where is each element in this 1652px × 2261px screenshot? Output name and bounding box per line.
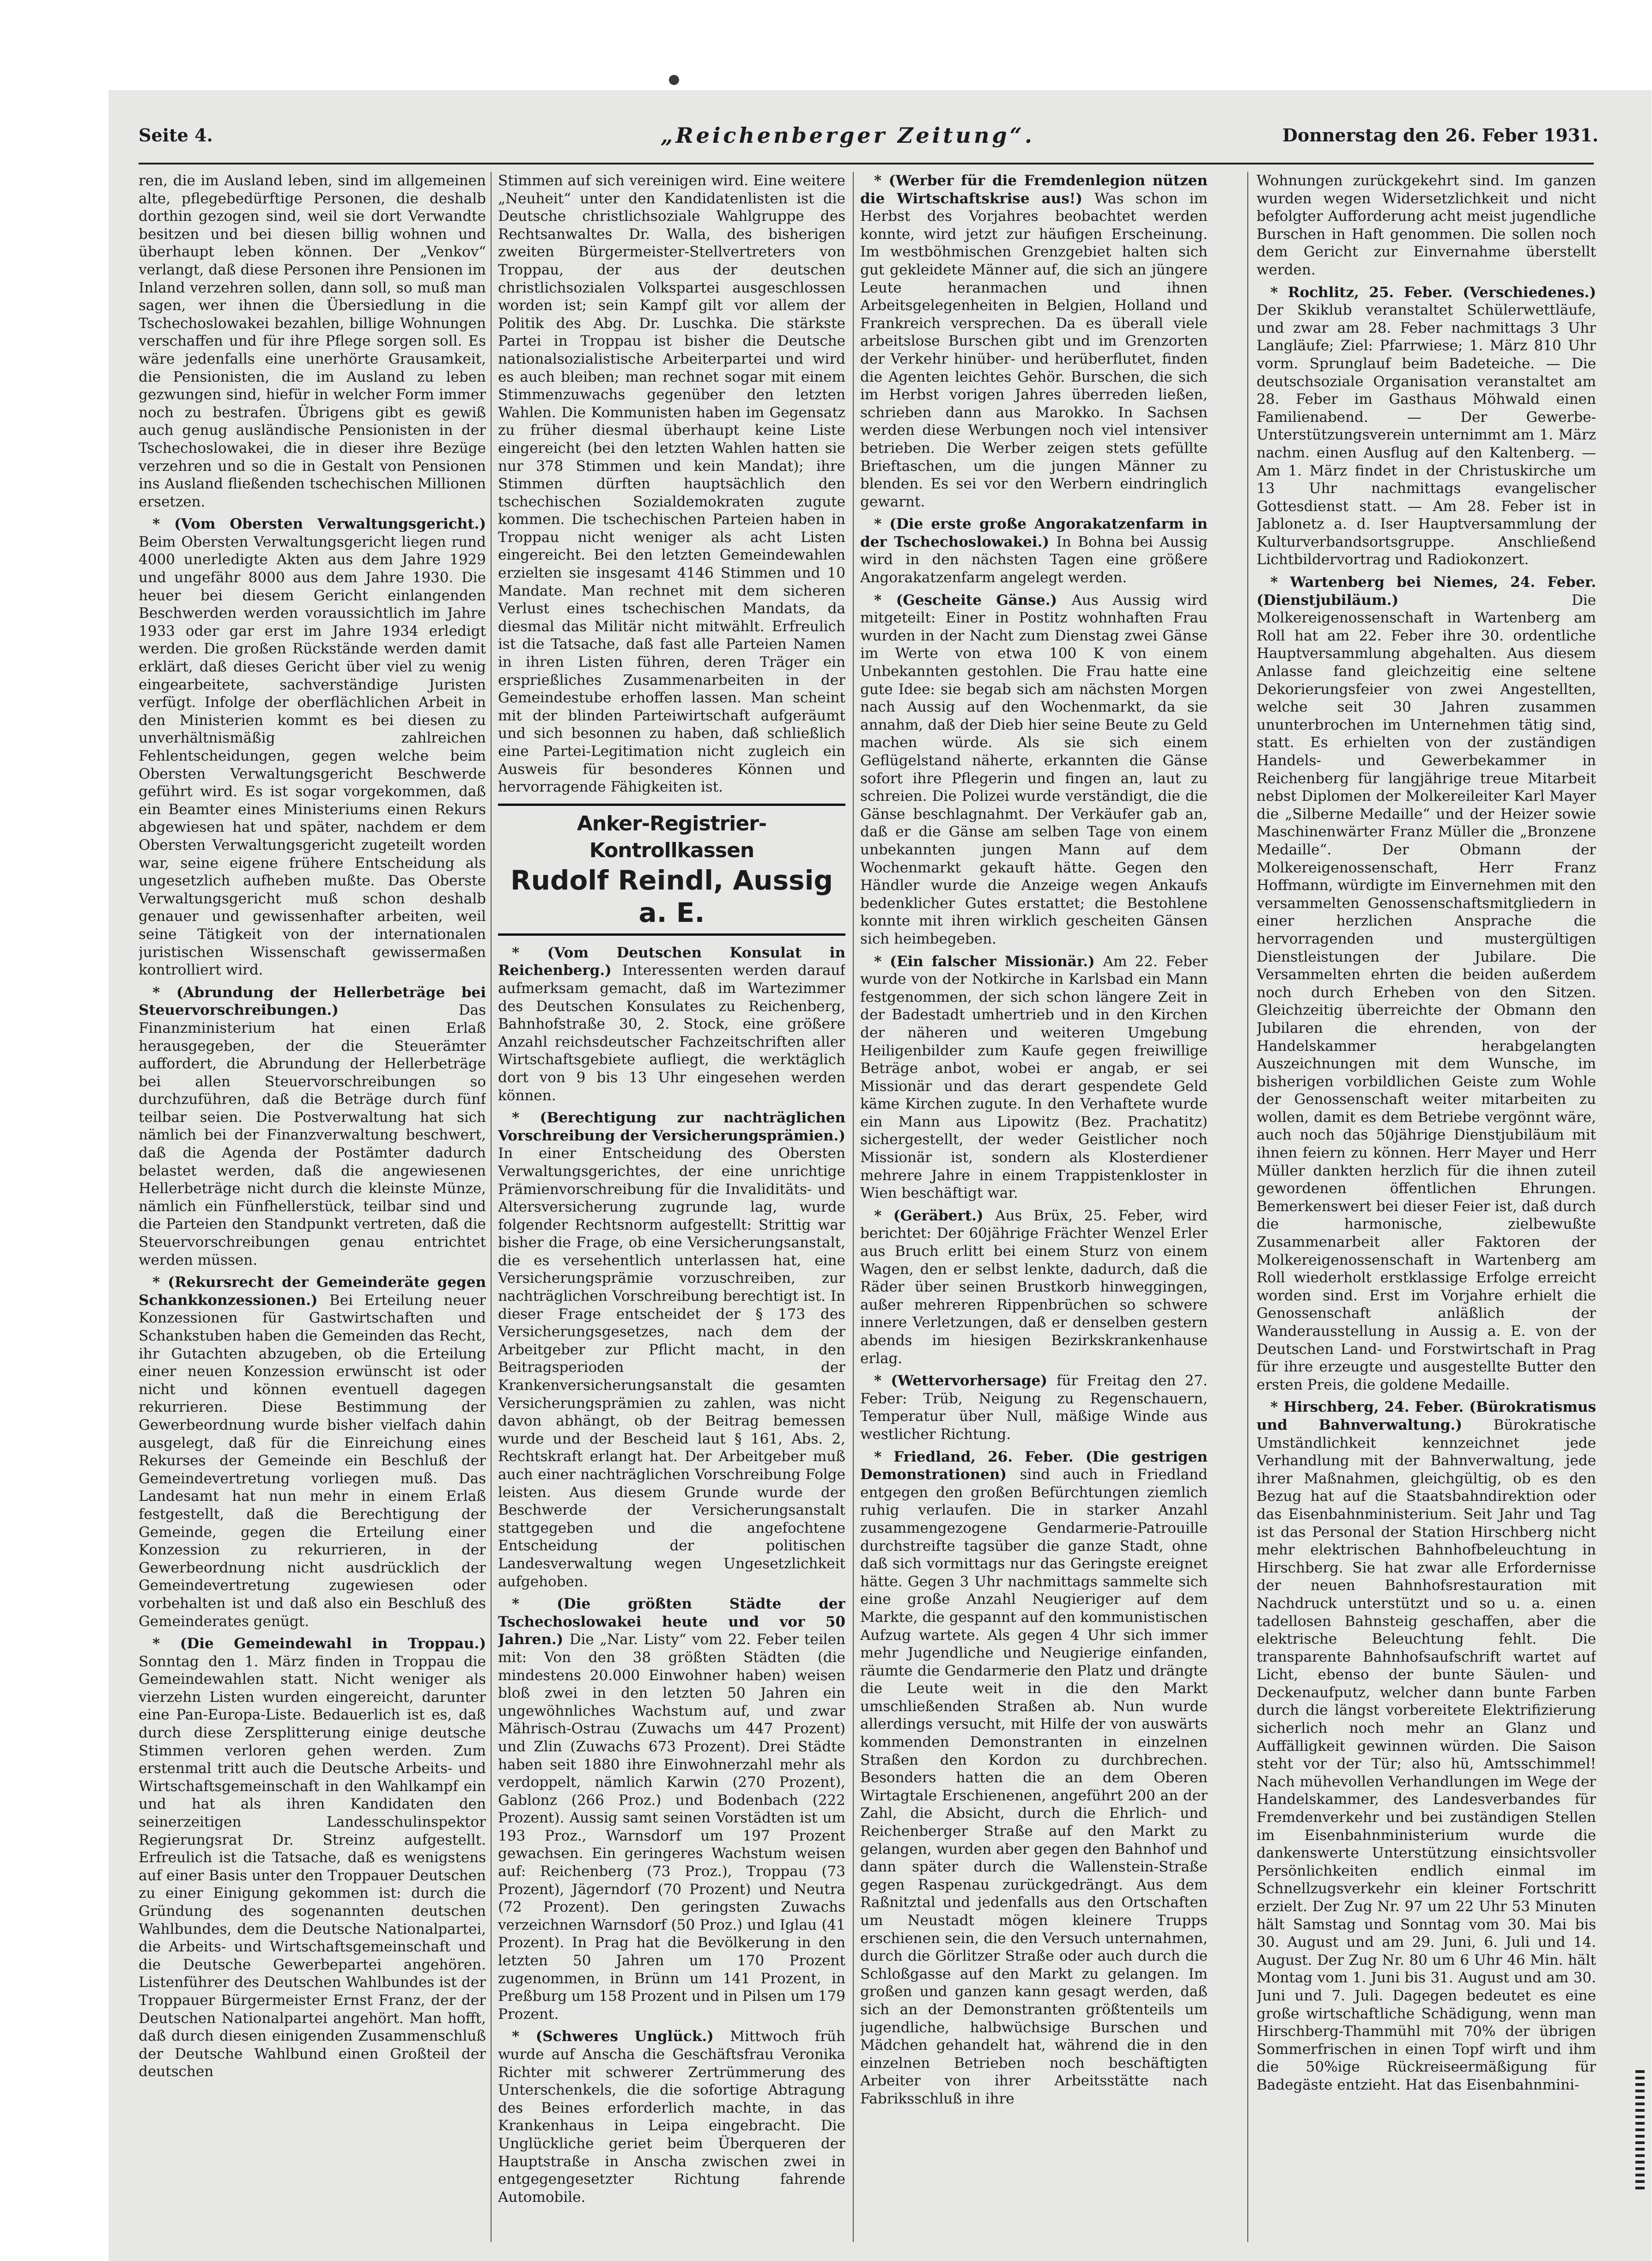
column-3 bbox=[860, 172, 1208, 2242]
ad-line-2: Rudolf Reindl, Aussig a. E. bbox=[510, 864, 833, 928]
article-headline: * (Gescheite Gänse.) bbox=[874, 591, 1072, 609]
article-paragraph bbox=[139, 515, 486, 979]
article-headline: * (Die Gemeindewahl in Troppau.) bbox=[152, 1635, 486, 1652]
article-body: In Bohna bei Aussig wird in den nächsten Tagen eine größere Angorakatzenfarm angelegt werden. bbox=[860, 533, 1208, 586]
article-paragraph bbox=[860, 1448, 1208, 2108]
article-body: für Freitag den 27. Feber: Trüb, Neigung zu Regenschauern, Temperatur über Null, mäßige Winde aus westlicher Richtung. bbox=[860, 1372, 1208, 1443]
article-headline: * (Berechtigung zur nachträglichen Vorschreibung der Versicherungsprämien.) bbox=[498, 1109, 845, 1144]
newspaper-title: „Reichenberger Zeitung“. bbox=[661, 123, 1035, 148]
article-headline: * (Rekursrecht der Gemeinderäte gegen Schankkonzessionen.) bbox=[139, 1274, 486, 1309]
page-header bbox=[139, 125, 1598, 152]
article-headline: * (Abrundung der Hellerbeträge bei Steuervorschreibungen.) bbox=[139, 984, 486, 1019]
advertisement-anker-kassen bbox=[498, 804, 845, 936]
article-body: Am 22. Feber wurde von der Notkirche in Karlsbad ein Mann festgenommen, der sich schon längere Zeit in der Badestadt umhertrieb und in den Kirchen der näheren und weiteren Umgebung Heiligenbilder zum Kaufe gegen freiwillige Beträge anbot, wobei er angab, er sei Missionär und das derart gespendete Geld käme Kirchen zugute. In den Verhaftete wurde ein Mann aus Lipowitz (Bez. Prachatitz) sichergestellt, der weder Geistlicher noch Missionär ist, sondern als Klosterdiener mehrere Jahre in einem Trappistenkloster in Wien beschäftigt war. bbox=[860, 953, 1208, 1202]
article-headline: * (Schweres Unglück.) bbox=[512, 2028, 730, 2045]
column-4 bbox=[1257, 172, 1596, 2242]
article-paragraph bbox=[139, 1274, 486, 1630]
article-paragraph bbox=[139, 984, 486, 1269]
article-paragraph bbox=[860, 172, 1208, 511]
article-paragraph bbox=[860, 515, 1208, 586]
article-headline: * (Vom Deutschen Konsulat in Reichenberg.) bbox=[498, 944, 845, 979]
article-paragraph bbox=[860, 591, 1208, 948]
article-body: In einer Entscheidung des Obersten Verwaltungsgerichtes, der eine unrichtige Prämienvorschreibung für die Invaliditäts- und Altersversicherung zugrunde lag, wurde folgender Rechtsnorm aufgestellt: Strittig war bisher die Frage, ob eine Versicherungsanstalt, die es versehentlich unterlassen hat, eine Versicherungsprämie vorzuschreiben, zur nachträglichen Vorschreibung berechtigt ist. In dieser Frage entscheidet der § 173 des Versicherungsgesetzes, nach dem der Arbeitgeber zur Pflicht macht, in den Beitragsperioden der Krankenversicherungsanstalt die gesamten Versicherungsprämien zu zahlen, was nicht davon abhängt, ob der Beitrag bemessen wurde und der Bescheid laut § 161, Abs. 2, Rechtskraft erlangt hat. Der Arbeitgeber muß auch einer nachträglichen Vorschreibung Folge leisten. Aus diesem Grunde wurde der Beschwerde der Versicherungsanstalt stattgegeben und die angefochtene Entscheidung der politischen Landesverwaltung wegen Ungesetzlichkeit aufgehoben. bbox=[498, 1145, 845, 1590]
article-body: Stimmen auf sich vereinigen wird. Eine weitere „Neuheit“ unter den Kandidatenlisten ist die Deutsche christlichsoziale Wahlgruppe des Rechtsanwaltes Dr. Walla, des bisherigen zweiten Bürgermeister-Stellvertreters von Troppau, der aus der deutschen christlichsozialen Volkspartei ausgeschlossen worden ist; sein Kampf gilt vor allem der Politik des Abg. Dr. Luschka. Die stärkste Partei in Troppau ist bisher die Deutsche nationalsozialistische Arbeiterpartei und wird es auch bleiben; man rechnet sogar mit einem Stimmenzuwachs gegenüber den letzten Wahlen. Die Kommunisten haben im Gegensatz zu früher diesmal überhaupt keine Liste eingereicht (bei den letzten Wahlen hatten sie nur 378 Stimmen und kein Mandat); ihre Stimmen dürften hauptsächlich den tschechischen Sozialdemokraten zugute kommen. Die tschechischen Parteien haben in Troppau nicht weniger als acht Listen eingereicht. Bei den letzten Gemeindewahlen erzielten sie insgesamt 4146 Stimmen und 10 Mandate. Man rechnet mit dem sicheren Verlust eines tschechischen Mandats, da diesmal das Militär nicht mitwählt. Erfreulich ist die Tatsache, daß fast alle Parteien Namen in ihren Listen führen, deren Träger ein ersprießliches Zusammenarbeiten in der Gemeindestube erhoffen lassen. Man scheint mit der blinden Parteiwirtschaft aufgeräumt und sich besonnen zu haben, daß schließlich eine Partei-Legitimation nicht zugleich ein Ausweis für besonderes Können und hervorragende Fähigkeiten ist. bbox=[498, 172, 845, 796]
issue-date: Donnerstag den 26. Feber 1931. bbox=[1282, 125, 1598, 146]
article-body: Mittwoch früh wurde auf Anscha die Geschäftsfrau Veronika Richter mit schwerer Zertrümmerung des Unterschenkels, die die sofortige Abtragung des Beines erforderlich machte, in das Krankenhaus in Leipa eingebracht. Die Unglückliche geriet beim Überqueren der Hauptstraße in Anscha zwischen zwei in entgegengesetzter Richtung fahrende Automobile. bbox=[498, 2028, 845, 2206]
article-paragraph bbox=[1257, 1398, 1596, 2094]
article-body: Die Molkereigenossenschaft in Wartenberg am Roll hat am 22. Feber ihre 30. ordentliche Hauptversammlung abgehalten. Aus diesem Anlasse fand gleichzeitig eine seltene Dekorierungsfeier von zwei Angestellten, welche seit 30 Jahren zusammen ununterbrochen im Unternehmen tätig sind, statt. Es erhielten von der zuständigen Handels- und Gewerbekammer in Reichenberg für langjährige treue Mitarbeit nebst Diplomen der Molkereileiter Karl Mayer die „Silberne Medaille“ und der Heizer sowie Maschinenwärter Franz Müller die „Bronzene Medaille“. Der Obmann der Molkereigenossenschaft, Herr Franz Hoffmann, würdigte im Einvernehmen mit den versammelten Genossenschaftsmitgliedern in einer herzlichen Ansprache die hervorragenden und mustergültigen Dienstleistungen der Jubilare. Die Versammelten ehrten die beiden außerdem noch durch Erheben von den Sitzen. Gleichzeitig überreichte der Obmann den Jubilaren die ehrenden, von der Handelskammer herabgelangten Auszeichnungen mit dem Wunsche, im bisherigen vorbildlichen Geiste zum Wohle der Genossenschaft weiter mitarbeiten zu wollen, damit es dem Betriebe vergönnt wäre, auch noch das 50jährige Dienstjubiläum mit ihnen feiern zu können. Herr Mayer und Herr Müller dankten herzlich für die ihnen zuteil gewordenen öffentlichen Ehrungen. Bemerkenswert bei dieser Feier ist, daß durch die harmonische, zielbewußte Zusammenarbeit aller Faktoren der Molkereigenossenschaft in Wartenberg am Roll wiederholt erstklassige Erfolge erreicht worden sind. Erst im Vorjahre erhielt die Genossenschaft anläßlich der Wanderausstellung in Aussig a. E. von der Deutschen Land- und Forstwirtschaft in Prag für ihre erzeugte und ausgestellte Butter den ersten Preis, die goldene Medaille. bbox=[1257, 591, 1596, 1393]
article-paragraph bbox=[860, 1372, 1208, 1443]
column-divider bbox=[491, 172, 492, 2242]
article-headline: * (Wettervorhersage) bbox=[874, 1372, 1057, 1390]
article-headline: * (Ein falscher Missionär.) bbox=[874, 953, 1103, 970]
article-headline: * (Geräbert.) bbox=[874, 1207, 996, 1224]
article-body: Interessenten werden darauf aufmerksam gemacht, daß im Wartezimmer des Deutschen Konsulates zu Reichenberg, Bahnhofstraße 30, 2. Stock, eine größere Anzahl reichsdeutscher Fachzeitschriften aller Wirtschaftsgebiete aufliegt, die werktäglich dort von 9 bis 13 Uhr eingesehen werden können. bbox=[498, 962, 845, 1104]
article-headline: * Wartenberg bei Niemes, 24. Feber. (Dienstjubiläum.) bbox=[1257, 574, 1596, 609]
article-paragraph bbox=[1257, 172, 1596, 279]
page-number: Seite 4. bbox=[139, 125, 213, 146]
article-body: Das Finanzministerium hat einen Erlaß herausgegeben, der die Steuerämter auffordert, die Abrundung der Hellerbeträge bei allen Steuervorschreibungen so durchzuführen, daß die Beträge durch fünf teilbar seien. Die Postverwaltung hat sich nämlich bei der Finanzverwaltung beschwert, daß die Agenda der Postämter dadurch belastet werden, daß die angewiesenen Hellerbeträge nicht durch die kleinste Münze, nämlich ein Fünfhellerstück, teilbar sind und die Parteien den Standpunkt vertreten, daß die Steuervorschreibungen genau entrichtet werden müssen. bbox=[139, 1002, 486, 1268]
article-paragraph bbox=[860, 953, 1208, 1202]
article-body: ren, die im Ausland leben, sind im allgemeinen alte, pflegebedürftige Personen, die deshalb dorthin gezogen sind, weil sie dort Verwandte besitzen und bei diesen billig wohnen und überhaupt leben können. Der „Venkov“ verlangt, daß diese Personen ihre Pensionen im Inland verzehren sollen, dann soll, so muß man sagen, wer ihnen die Übersiedlung in die Tschechoslowakei bezahlen, billige Wohnungen verschaffen und für ihre Pflege sorgen soll. Es wäre jedenfalls eine unerhörte Grausamkeit, die Pensionisten, die im Ausland zu leben gezwungen sind, hiefür in welcher Form immer noch zu bestrafen. Übrigens gibt es gewiß auch genug ausländische Pensionisten in der Tschechoslowakei, die in dieser ihre Bezüge verzehren und so die in Gestalt von Pensionen ins Ausland fließenden tschechischen Millionen ersetzen. bbox=[139, 172, 486, 510]
article-paragraph bbox=[498, 1595, 845, 2023]
article-body: Beim Obersten Verwaltungsgericht liegen rund 4000 unerledigte Akten aus dem Jahre 1929 und ungefähr 8000 aus dem Jahre 1930. Die heuer bei diesem Gericht einlangenden Beschwerden werden voraussichtlich im Jahre 1933 oder gar erst im Jahre 1934 erledigt werden. Die großen Rückstände werden damit erklärt, daß dieses Gericht über viel zu wenig eingearbeitete, sachverständige Juristen verfügt. Infolge der oberflächlichen Arbeit in den Ministerien kommt es bei diesen zu unverhältnismäßig zahlreichen Fehlentscheidungen, gegen welche beim Obersten Verwaltungsgericht Beschwerde geführt wird. Es ist sogar vorgekommen, daß ein Beamter eines Ministeriums einen Rekurs abgewiesen hat und später, nachdem er dem Obersten Verwaltungsgericht zugeteilt worden war, seine eigene frühere Entscheidung als ungesetzlich aufheben mußte. Das Oberste Verwaltungsgericht muß schon deshalb genauer und gewissenhafter arbeiten, weil seine Tätigkeit von der internationalen juristischen Wissenschaft gewissermaßen kontrolliert wird. bbox=[139, 533, 486, 979]
ad-line-1: Anker-Registrier-Kontrollkassen bbox=[577, 811, 767, 862]
article-headline: * (Die größten Städte der Tschechoslowakei heute und vor 50 Jahren.) bbox=[498, 1596, 845, 1648]
column-2 bbox=[498, 172, 845, 2242]
article-body: Die „Nar. Listy“ vom 22. Feber teilen mit: Von den 38 größten Städten (die mindestens 20.000 Einwohner haben) weisen bloß zwei in den letzten 50 Jahren ein ungewöhnliches Wachstum auf, und zwar Mährisch-Ostrau (Zuwachs um 447 Prozent) und Zlin (Zuwachs 673 Prozent). Drei Städte haben seit 1880 ihre Einwohnerzahl mehr als verdoppelt, nämlich Karwin (270 Prozent), Gablonz (266 Proz.) und Bodenbach (222 Prozent). Aussig samt seinen Vorstädten ist um 193 Proz., Warnsdorf um 197 Prozent gewachsen. Ein geringeres Wachstum weisen auf: Reichenberg (73 Proz.), Troppau (73 Prozent), Jägerndorf (70 Prozent) und Neutra (72 Prozent). Den geringsten Zuwachs verzeichnen Warnsdorf (50 Proz.) und Iglau (41 Prozent). In Prag hat die Bevölkerung in den letzten 50 Jahren um 170 Prozent zugenommen, in Brünn um 141 Prozent, in Preßburg um 158 Prozent und in Pilsen um 179 Prozent. bbox=[498, 1631, 845, 2023]
article-headline: * (Vom Obersten Verwaltungsgericht.) bbox=[152, 516, 486, 533]
article-body: Sonntag den 1. März finden in Troppau die Gemeindewahlen statt. Nicht weniger als vierzehn Listen wurden eingereicht, darunter eine Pan-Europa-Liste. Bedauerlich ist es, daß durch diese Zersplitterung einige deutsche Stimmen verloren gehen werden. Zum erstenmal tritt auch die Deutsche Arbeits- und Wirtschaftsgemeinschaft in den Wahlkampf ein und hat als ihren Kandidaten den seinerzeitigen Landesschulinspektor Regierungsrat Dr. Streinz aufgestellt. Erfreulich ist die Tatsache, daß es wenigstens auf einer Basis unter den Troppauer Deutschen zu einer Einigung gekommen ist: durch die Gründung des sogenannten deutschen Wahlbundes, dem die Deutsche Nationalpartei, die Arbeits- und Wirtschaftsgemeinschaft und die Deutsche Gewerbepartei angehören. Listenführer des Deutschen Wahlbundes ist der Troppauer Bürgermeister Ernst Franz, der der Deutschen Nationalpartei angehört. Man hofft, daß durch diesen einigenden Zusammenschluß der Deutsche Wahlbund einen Großteil der deutschen bbox=[139, 1653, 486, 2080]
article-headline: * Friedland, 26. Feber. (Die gestrigen Demonstrationen) bbox=[860, 1448, 1208, 1483]
article-headline: * (Werber für die Fremdenlegion nützen die Wirtschaftskrise aus!) bbox=[860, 172, 1208, 207]
column-1 bbox=[139, 172, 486, 2242]
article-paragraph bbox=[498, 1109, 845, 1591]
column-divider bbox=[1247, 172, 1248, 2242]
article-headline: * (Die erste große Angorakatzenfarm in der Tschechoslowakei.) bbox=[860, 516, 1208, 550]
scan-edge-marks bbox=[1635, 2070, 1645, 2190]
article-paragraph bbox=[498, 2028, 845, 2206]
article-paragraph bbox=[498, 944, 845, 1104]
article-body: sind auch in Friedland entgegen den großen Befürchtungen ziemlich ruhig verlaufen. Die in starker Anzahl zusammengezogene Gendarmerie-Patrouille durchstreifte tagsüber die ganze Stadt, ohne daß sich vormittags nur das Geringste ereignet hätte. Gegen 3 Uhr nachmittags sammelte sich eine große Anzahl Neugieriger auf dem Markte, die gespannt auf den kommunistischen Aufzug wartete. Als gegen 4 Uhr sich immer mehr Jugendliche und Neugierige einfanden, räumte die Gendarmerie den Platz und drängte die Leute weit in die den Markt umschließenden Straßen ab. Nun wurde allerdings versucht, mit Hilfe der von auswärts kommenden Demonstranten in einzelnen Straßen den Kordon zu durchbrechen. Besonders hatten die an dem Oberen Wirtagtale Erschienenen, angeführt 200 an der Zahl, die Absicht, durch die Ehrlich- und Reichenberger Straße auf den Markt zu gelangen, wurden aber gegen den Bahnhof und dann später durch die Wallenstein-Straße gegen Raspenau zurückgedrängt. Aus dem Raßnitztal und jedenfalls aus den Ortschaften um Neustadt mögen kleinere Trupps erschienen sein, die den Versuch unternahmen, durch die Görlitzer Straße oder auch durch die Schloßgasse auf den Markt zu gelangen. Im großen und ganzen kann gesagt werden, daß sich an der Demonstranten größtenteils um jugendliche, halbwüchsige Burschen und Mädchen gehandelt hat, während die in den einzelnen Betrieben noch beschäftigten Arbeiter von ihrer Arbeitsstätte nach Fabriksschluß in ihre bbox=[860, 1466, 1208, 2107]
article-body: Was schon im Herbst des Vorjahres beobachtet werden konnte, wird jetzt zur häufigen Erscheinung. Im westböhmischen Grenzgebiet halten sich gut gekleidete Männer auf, die sich an jüngere Leute heranmachen und ihnen Arbeitsgelegenheiten in Belgien, Holland und Frankreich versprechen. Da es überall viele arbeitslose Burschen gibt und im Grenzorten der Verkehr hinüber- und herüberflutet, finden die Agenten leichtes Gehör. Burschen, die sich im Herbst vorigen Jahres überreden ließen, schrieben dann aus Marokko. In Sachsen werden diese Werbungen noch viel intensiver betrieben. Die Werber zeigen stets gefüllte Brieftaschen, um die jungen Männer zu blenden. Es sei vor den Werbern eindringlich gewarnt. bbox=[860, 190, 1208, 510]
header-rule bbox=[139, 163, 1594, 165]
punch-hole-mark bbox=[669, 75, 679, 85]
article-headline: * Hirschberg, 24. Feber. (Bürokratismus und Bahnverwaltung.) bbox=[1257, 1399, 1596, 1433]
article-body: Aus Brüx, 25. Feber, wird berichtet: Der 60jährige Frächter Wenzel Erler aus Bruch erlitt bei einem Sturz von einem Wagen, den er selbst lenkte, dadurch, daß die Räder über seinen Brustkorb hinweggingen, außer mehreren Rippenbrüchen so schwere innere Verletzungen, daß er denselben gestern abends im hiesigen Bezirkskrankenhause erlag. bbox=[860, 1207, 1208, 1367]
article-paragraph bbox=[1257, 573, 1596, 1394]
article-body: Wohnungen zurückgekehrt sind. Im ganzen wurden wegen Widersetzlichkeit und nicht befolgter Aufforderung acht meist jugendliche Burschen in Haft genommen. Die sollen noch dem Gericht zur Einvernahme überstellt werden. bbox=[1257, 172, 1596, 278]
article-paragraph bbox=[860, 1207, 1208, 1367]
article-body: Bei Erteilung neuer Konzessionen für Gastwirtschaften und Schankstuben haben die Gemeinden das Recht, ihr Gutachten abzugeben, ob die Erteilung einer neuen Konzession erwünscht ist oder nicht und können eventuell dagegen rekurrieren. Diese Bestimmung der Gewerbeordnung wurde bisher vielfach dahin ausgelegt, daß für die Einreichung eines Rekurses der Gemeinde ein Beschluß der Gemeindevertretung vorliegen muß. Das Landesamt hat nun mehr in einem Erlaß festgestellt, daß die Berechtigung der Gemeinde, gegen die Erteilung einer Konzession zu rekurrieren, in der Gewerbeordnung nicht ausdrücklich der Gemeindevertretung zugewiesen oder vorbehalten ist und daß also ein Beschluß des Gemeinderates genügt. bbox=[139, 1292, 486, 1630]
column-divider bbox=[853, 172, 854, 2242]
article-paragraph bbox=[498, 172, 845, 796]
article-paragraph bbox=[139, 1635, 486, 2081]
article-paragraph bbox=[1257, 284, 1596, 569]
article-paragraph bbox=[139, 172, 486, 511]
article-body: Aus Aussig wird mitgeteilt: Einer in Postitz wohnhaften Frau wurden in der Nacht zum Dienstag zwei Gänse im Werte von etwa 100 K von einem Unbekannten gestohlen. Die Frau hatte eine gute Idee: sie begab sich am nächsten Morgen nach Aussig auf den Wochenmarkt, da sie annahm, daß der Dieb hier seine Beute zu Geld machen würde. Als sie sich einem Geflügelstand näherte, erkannten die Gänse sofort ihre Pflegerin und fingen an, laut zu schreien. Die Polizei wurde verständigt, die die Gänse beschlagnahmt. Der Verkäufer gab an, daß er die Gänse am selben Tage von einem unbekannten jungen Mann auf dem Wochenmarkt gekauft hätte. Gegen den Händler wurde die Anzeige wegen Ankaufs bedenklicher Gutes erstattet; die Bestohlene konnte mit ihren wirklich gescheiten Gänsen sich heimbegeben. bbox=[860, 591, 1208, 947]
article-body: Der Skiklub veranstaltet Schülerwettläufe, und zwar am 28. Feber nachmittags 3 Uhr Langläufe; Ziel: Pfarrwiese; 1. März 810 Uhr vorm. Sprunglauf beim Badeteiche. — Die deutschsoziale Organisation veranstaltet am 28. Feber im Gasthaus Möhwald einen Familienabend. — Der Gewerbe-Unterstützungsverein unternimmt am 1. März nachm. einen Ausflug auf den Kaltenberg. — Am 1. März findet in der Christuskirche um 13 Uhr nachmittags evangelischer Gottesdienst statt. — Am 28. Feber ist in Jablonetz a. d. Iser Hauptversammlung der Kulturverbandsortsgruppe. Anschließend Lichtbildervortrag und Radiokonzert. bbox=[1257, 302, 1596, 568]
article-headline: * Rochlitz, 25. Feber. (Verschiedenes.) bbox=[1270, 284, 1596, 301]
article-body: Bürokratische Umständlichkeit kennzeichnet jede Verhandlung mit der Bahnverwaltung, jede ihrer Maßnahmen, gleichgültig, ob es den Bezug hat auf die Staatsbahndirektion oder das Eisenbahnministerium. Seit Jahr und Tag ist das Personal der Station Hirschberg nicht mehr elektrischen Bahnhofbeleuchtung in Hirschberg. Sie hat zwar alle Erfordernisse der neuen Bahnhofsrestauration mit Nachdruck unterstützt und so u. a. einen tadellosen Bahnsteig geschaffen, aber die elektrische Beleuchtung fehlt. Die transparente Bahnhofsaufschrift wartet auf Licht, ebenso der bunte Säulen- und Deckenaufputz, welcher dann bunte Farben durch die längst vorbereitete Elektrifizierung sicherlich noch mehr an Glanz und Auffälligkeit gewinnen würden. Die Saison steht vor der Tür; also hü, Amtsschimmel! Nach mühevollen Verhandlungen im Wege der Handelskammer, des Landesverbandes für Fremdenverkehr und bei zuständigen Stellen im Eisenbahnministerium wurde die dankenswerte Unterstützung einsichtsvoller Persönlichkeiten endlich einmal im Schnellzugsverkehr ein kleiner Fortschritt erzielt. Der Zug Nr. 97 um 22 Uhr 53 Minuten hält Samstag und Sonntag vom 30. Mai bis 30. August und am 29. Juni, 6. Juli und 14. August. Der Zug Nr. 80 um 6 Uhr 46 Min. hält Montag vom 1. Juni bis 31. August und am 30. Juni und 7. Juli. Dagegen bedeutet es eine große wirtschaftliche Schädigung, wenn man Hirschberg-Thammühl mit 70% der übrigen Sommerfrischen in einen Topf wirft und ihm die 50%ige Rückreiseermäßigung für Badegäste entzieht. Hat das Eisenbahnmini- bbox=[1257, 1416, 1596, 2093]
